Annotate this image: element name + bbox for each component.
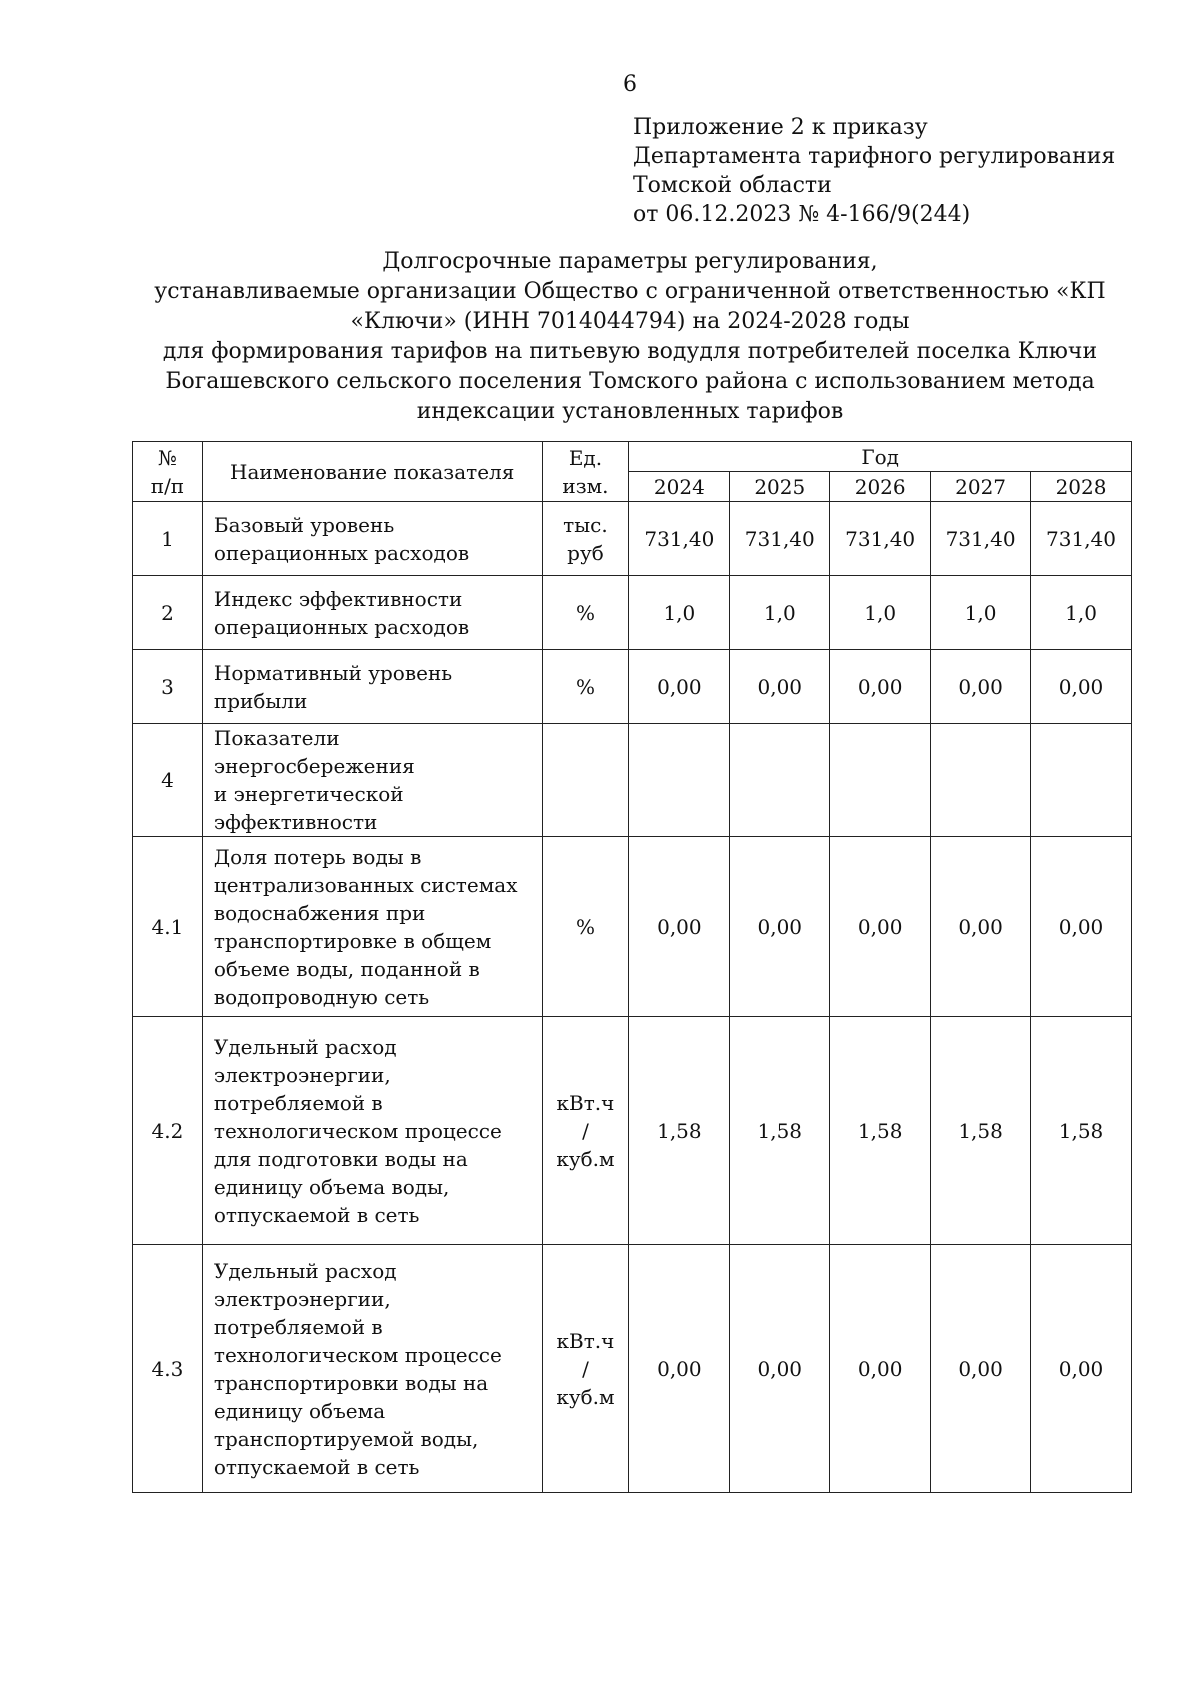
unit-cell [542,724,629,837]
title-line: устанавливаемые организации Общество с ограниченной ответственностью «КП [154,279,1106,304]
unit-cell [542,1245,629,1493]
indicator-name-line: операционных расходов [213,614,470,639]
indicator-name-line: операционных расходов [213,540,470,565]
value-cell: 1,58 [730,1017,830,1245]
table-row [133,576,1132,650]
value-cell: 1,0 [730,576,830,650]
table-header-row [133,442,1132,472]
header-year-cell: 2026 [830,472,931,502]
indicator-name-line: единицу объема [213,1398,386,1423]
value-cell: 0,00 [629,837,730,1017]
unit-line: руб [567,540,604,565]
indicator-name-line: водоснабжения при [213,900,426,925]
value-cell [830,724,931,837]
value-cell [1031,724,1132,837]
title-line: Богашевского сельского поселения Томского района с использованием метода [165,369,1095,394]
header-unit [542,442,629,502]
unit-line: кВт.ч [556,1090,615,1115]
value-cell: 731,40 [830,502,931,576]
indicator-name-line: отпускаемой в сеть [213,1202,420,1227]
value-cell: 0,00 [730,837,830,1017]
value-cell: 731,40 [931,502,1031,576]
value-cell: 0,00 [830,837,931,1017]
value-cell: 1,0 [629,576,730,650]
document-title [130,247,1130,427]
value-cell: 1,0 [931,576,1031,650]
indicator-name-line: отпускаемой в сеть [213,1454,420,1479]
indicator-name-line: транспортируемой воды, [213,1426,479,1451]
value-cell: 1,58 [1031,1017,1132,1245]
indicator-name-line: транспортировке в общем [213,928,492,953]
value-cell [730,724,830,837]
parameters-table [132,441,1132,1493]
row-number: 4.2 [133,1017,203,1245]
unit-line: / [582,1118,589,1143]
value-cell: 0,00 [629,1245,730,1493]
indicator-name [202,650,542,724]
header-number [133,442,203,502]
title-line: «Ключи» (ИНН 7014044794) на 2024-2028 годы [350,309,910,334]
indicator-name-line: Удельный расход [213,1258,397,1283]
indicator-name-line: объеме воды, поданной в [213,956,480,981]
value-cell: 0,00 [730,650,830,724]
row-number: 4.1 [133,837,203,1017]
value-cell: 0,00 [730,1245,830,1493]
header-year-cell: 2025 [730,472,830,502]
table-row [133,724,1132,837]
appendix-header [633,113,1115,229]
indicator-name-line: и энергетической [213,782,404,806]
indicator-name [202,502,542,576]
indicator-name-line: Доля потерь воды в [213,844,422,869]
value-cell: 1,0 [830,576,931,650]
indicator-name [202,576,542,650]
indicator-name [202,1245,542,1493]
value-cell: 731,40 [1031,502,1132,576]
value-cell: 1,58 [931,1017,1031,1245]
indicator-name-line: технологическом процессе [213,1118,502,1143]
indicator-name-line: прибыли [213,688,308,713]
header-year: Год [629,442,1132,472]
unit-cell [542,650,629,724]
indicator-name [202,837,542,1017]
value-cell: 0,00 [1031,650,1132,724]
header-indicator-name: Наименование показателя [202,442,542,502]
title-line: индексации установленных тарифов [416,399,844,424]
indicator-name-line: потребляемой в [213,1090,383,1115]
appendix-line: Приложение 2 к приказу [633,115,928,140]
header-unit-line: изм. [562,473,609,498]
unit-line: кВт.ч [556,1328,615,1353]
indicator-name-line: эффективности [213,810,378,834]
indicator-name-line: Показатели энергосбережения [213,726,415,778]
unit-line: / [582,1356,589,1381]
value-cell: 731,40 [629,502,730,576]
unit-line: % [575,674,595,699]
row-number: 4.3 [133,1245,203,1493]
value-cell: 0,00 [931,650,1031,724]
table-row [133,1017,1132,1245]
appendix-line: от 06.12.2023 № 4-166/9(244) [633,202,971,227]
table-row [133,650,1132,724]
header-year-cell: 2027 [931,472,1031,502]
row-number: 1 [133,502,203,576]
indicator-name-line: транспортировки воды на [213,1370,489,1395]
indicator-name [202,1017,542,1245]
header-year-cell: 2028 [1031,472,1132,502]
value-cell: 0,00 [629,650,730,724]
appendix-line: Департамента тарифного регулирования [633,144,1116,169]
indicator-name-line: для подготовки воды на [213,1146,468,1171]
indicator-name-line: единицу объема воды, [213,1174,450,1199]
value-cell: 1,58 [830,1017,931,1245]
unit-cell [542,502,629,576]
value-cell: 731,40 [730,502,830,576]
unit-line: куб.м [556,1146,615,1171]
row-number: 3 [133,650,203,724]
table-body [133,502,1132,1493]
indicator-name-line: электроэнергии, [213,1286,391,1311]
value-cell [629,724,730,837]
indicator-name-line: Индекс эффективности [213,586,463,611]
indicator-name-line: Базовый уровень [213,512,395,537]
header-number-line: № [157,445,177,470]
appendix-line: Томской области [633,173,832,198]
unit-cell [542,576,629,650]
indicator-name-line: потребляемой в [213,1314,383,1339]
unit-cell [542,1017,629,1245]
value-cell: 0,00 [830,1245,931,1493]
value-cell: 0,00 [1031,837,1132,1017]
value-cell [931,724,1031,837]
value-cell: 0,00 [1031,1245,1132,1493]
row-number: 2 [133,576,203,650]
indicator-name [202,724,542,837]
indicator-name-line: водопроводную сеть [213,984,430,1009]
value-cell: 1,58 [629,1017,730,1245]
value-cell: 0,00 [830,650,931,724]
value-cell: 0,00 [931,1245,1031,1493]
page-number: 6 [623,72,637,97]
header-year-cell: 2024 [629,472,730,502]
title-line: для формирования тарифов на питьевую водудля потребителей поселка Ключи [162,339,1098,364]
indicator-name-line: централизованных системах [213,872,518,897]
unit-line: тыс. [563,512,608,537]
value-cell: 1,0 [1031,576,1132,650]
table-row [133,502,1132,576]
unit-line: куб.м [556,1384,615,1409]
unit-line: % [575,600,595,625]
value-cell: 0,00 [931,837,1031,1017]
indicator-name-line: электроэнергии, [213,1062,391,1087]
indicator-name-line: технологическом процессе [213,1342,502,1367]
indicator-name-line: Удельный расход [213,1034,397,1059]
indicator-name-line: Нормативный уровень [213,660,453,685]
header-unit-line: Ед. [568,445,603,470]
table-row [133,1245,1132,1493]
row-number: 4 [133,724,203,837]
table-row [133,837,1132,1017]
header-number-line: п/п [150,473,185,498]
title-line: Долгосрочные параметры регулирования, [382,249,878,274]
unit-cell [542,837,629,1017]
unit-line: % [575,914,595,939]
